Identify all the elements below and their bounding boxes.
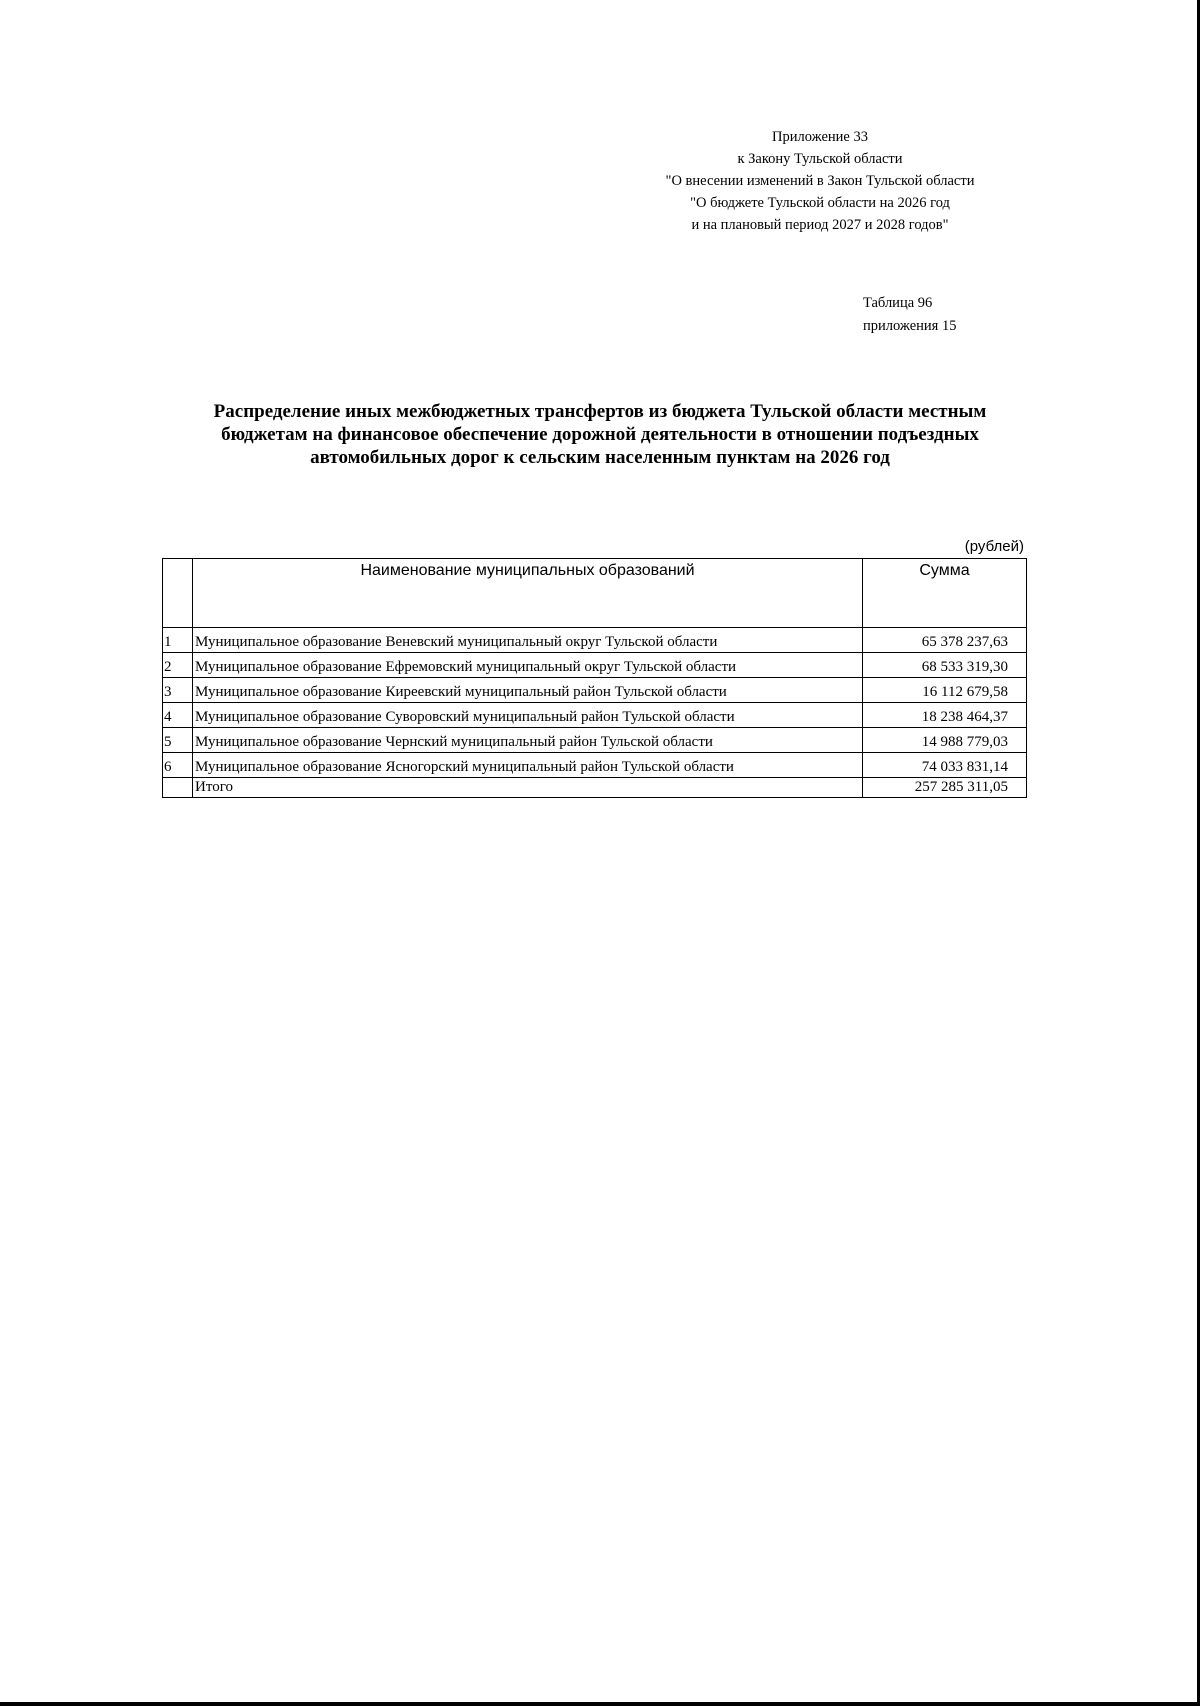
row-name: Муниципальное образование Чернский муниципальный район Тульской области	[193, 728, 863, 753]
document-title	[160, 400, 1040, 469]
row-sum: 68 533 319,30	[863, 653, 1027, 678]
table-row	[163, 628, 1027, 653]
title-line: бюджетам на финансовое обеспечение дорожной деятельности в отношении подъездных	[221, 424, 979, 445]
total-num	[163, 778, 193, 798]
row-num: 6	[163, 753, 193, 778]
row-sum: 18 238 464,37	[863, 703, 1027, 728]
row-name: Муниципальное образование Ефремовский муниципальный округ Тульской области	[193, 653, 863, 678]
table-row	[163, 703, 1027, 728]
annex-header	[620, 126, 1020, 236]
row-num: 2	[163, 653, 193, 678]
row-num: 1	[163, 628, 193, 653]
table-row	[163, 753, 1027, 778]
total-sum: 257 285 311,05	[863, 778, 1027, 798]
units-label: (рублей)	[964, 538, 1024, 555]
annex-line: Приложение 33	[772, 129, 868, 145]
row-name: Муниципальное образование Киреевский муниципальный район Тульской области	[193, 678, 863, 703]
annex-line: и на плановый период 2027 и 2028 годов"	[691, 217, 949, 233]
table-ref-line: приложения 15	[863, 318, 957, 334]
table-row	[163, 653, 1027, 678]
row-name: Муниципальное образование Суворовский муниципальный район Тульской области	[193, 703, 863, 728]
table-row	[163, 678, 1027, 703]
title-line: автомобильных дорог к сельским населенным пунктам на 2026 год	[310, 447, 890, 468]
row-name: Муниципальное образование Ясногорский муниципальный район Тульской области	[193, 753, 863, 778]
header-num	[163, 559, 193, 628]
header-sum: Сумма	[863, 559, 1027, 628]
row-num: 5	[163, 728, 193, 753]
total-row	[163, 778, 1027, 798]
table-row	[163, 728, 1027, 753]
annex-line: "О внесении изменений в Закон Тульской области	[665, 173, 975, 189]
transfers-table	[162, 558, 1027, 798]
row-num: 3	[163, 678, 193, 703]
annex-line: "О бюджете Тульской области на 2026 год	[690, 195, 950, 211]
table-reference	[863, 292, 956, 338]
header-name: Наименование муниципальных образований	[193, 559, 863, 628]
row-sum: 14 988 779,03	[863, 728, 1027, 753]
table-ref-line: Таблица 96	[863, 295, 933, 311]
row-sum: 65 378 237,63	[863, 628, 1027, 653]
table-header-row	[163, 559, 1027, 628]
title-line: Распределение иных межбюджетных трансфертов из бюджета Тульской области местным	[213, 401, 987, 422]
total-label: Итого	[193, 778, 863, 798]
scan-edge-bottom	[0, 1702, 1200, 1706]
annex-line: к Закону Тульской области	[737, 151, 903, 167]
row-name: Муниципальное образование Веневский муниципальный округ Тульской области	[193, 628, 863, 653]
row-num: 4	[163, 703, 193, 728]
row-sum: 16 112 679,58	[863, 678, 1027, 703]
row-sum: 74 033 831,14	[863, 753, 1027, 778]
